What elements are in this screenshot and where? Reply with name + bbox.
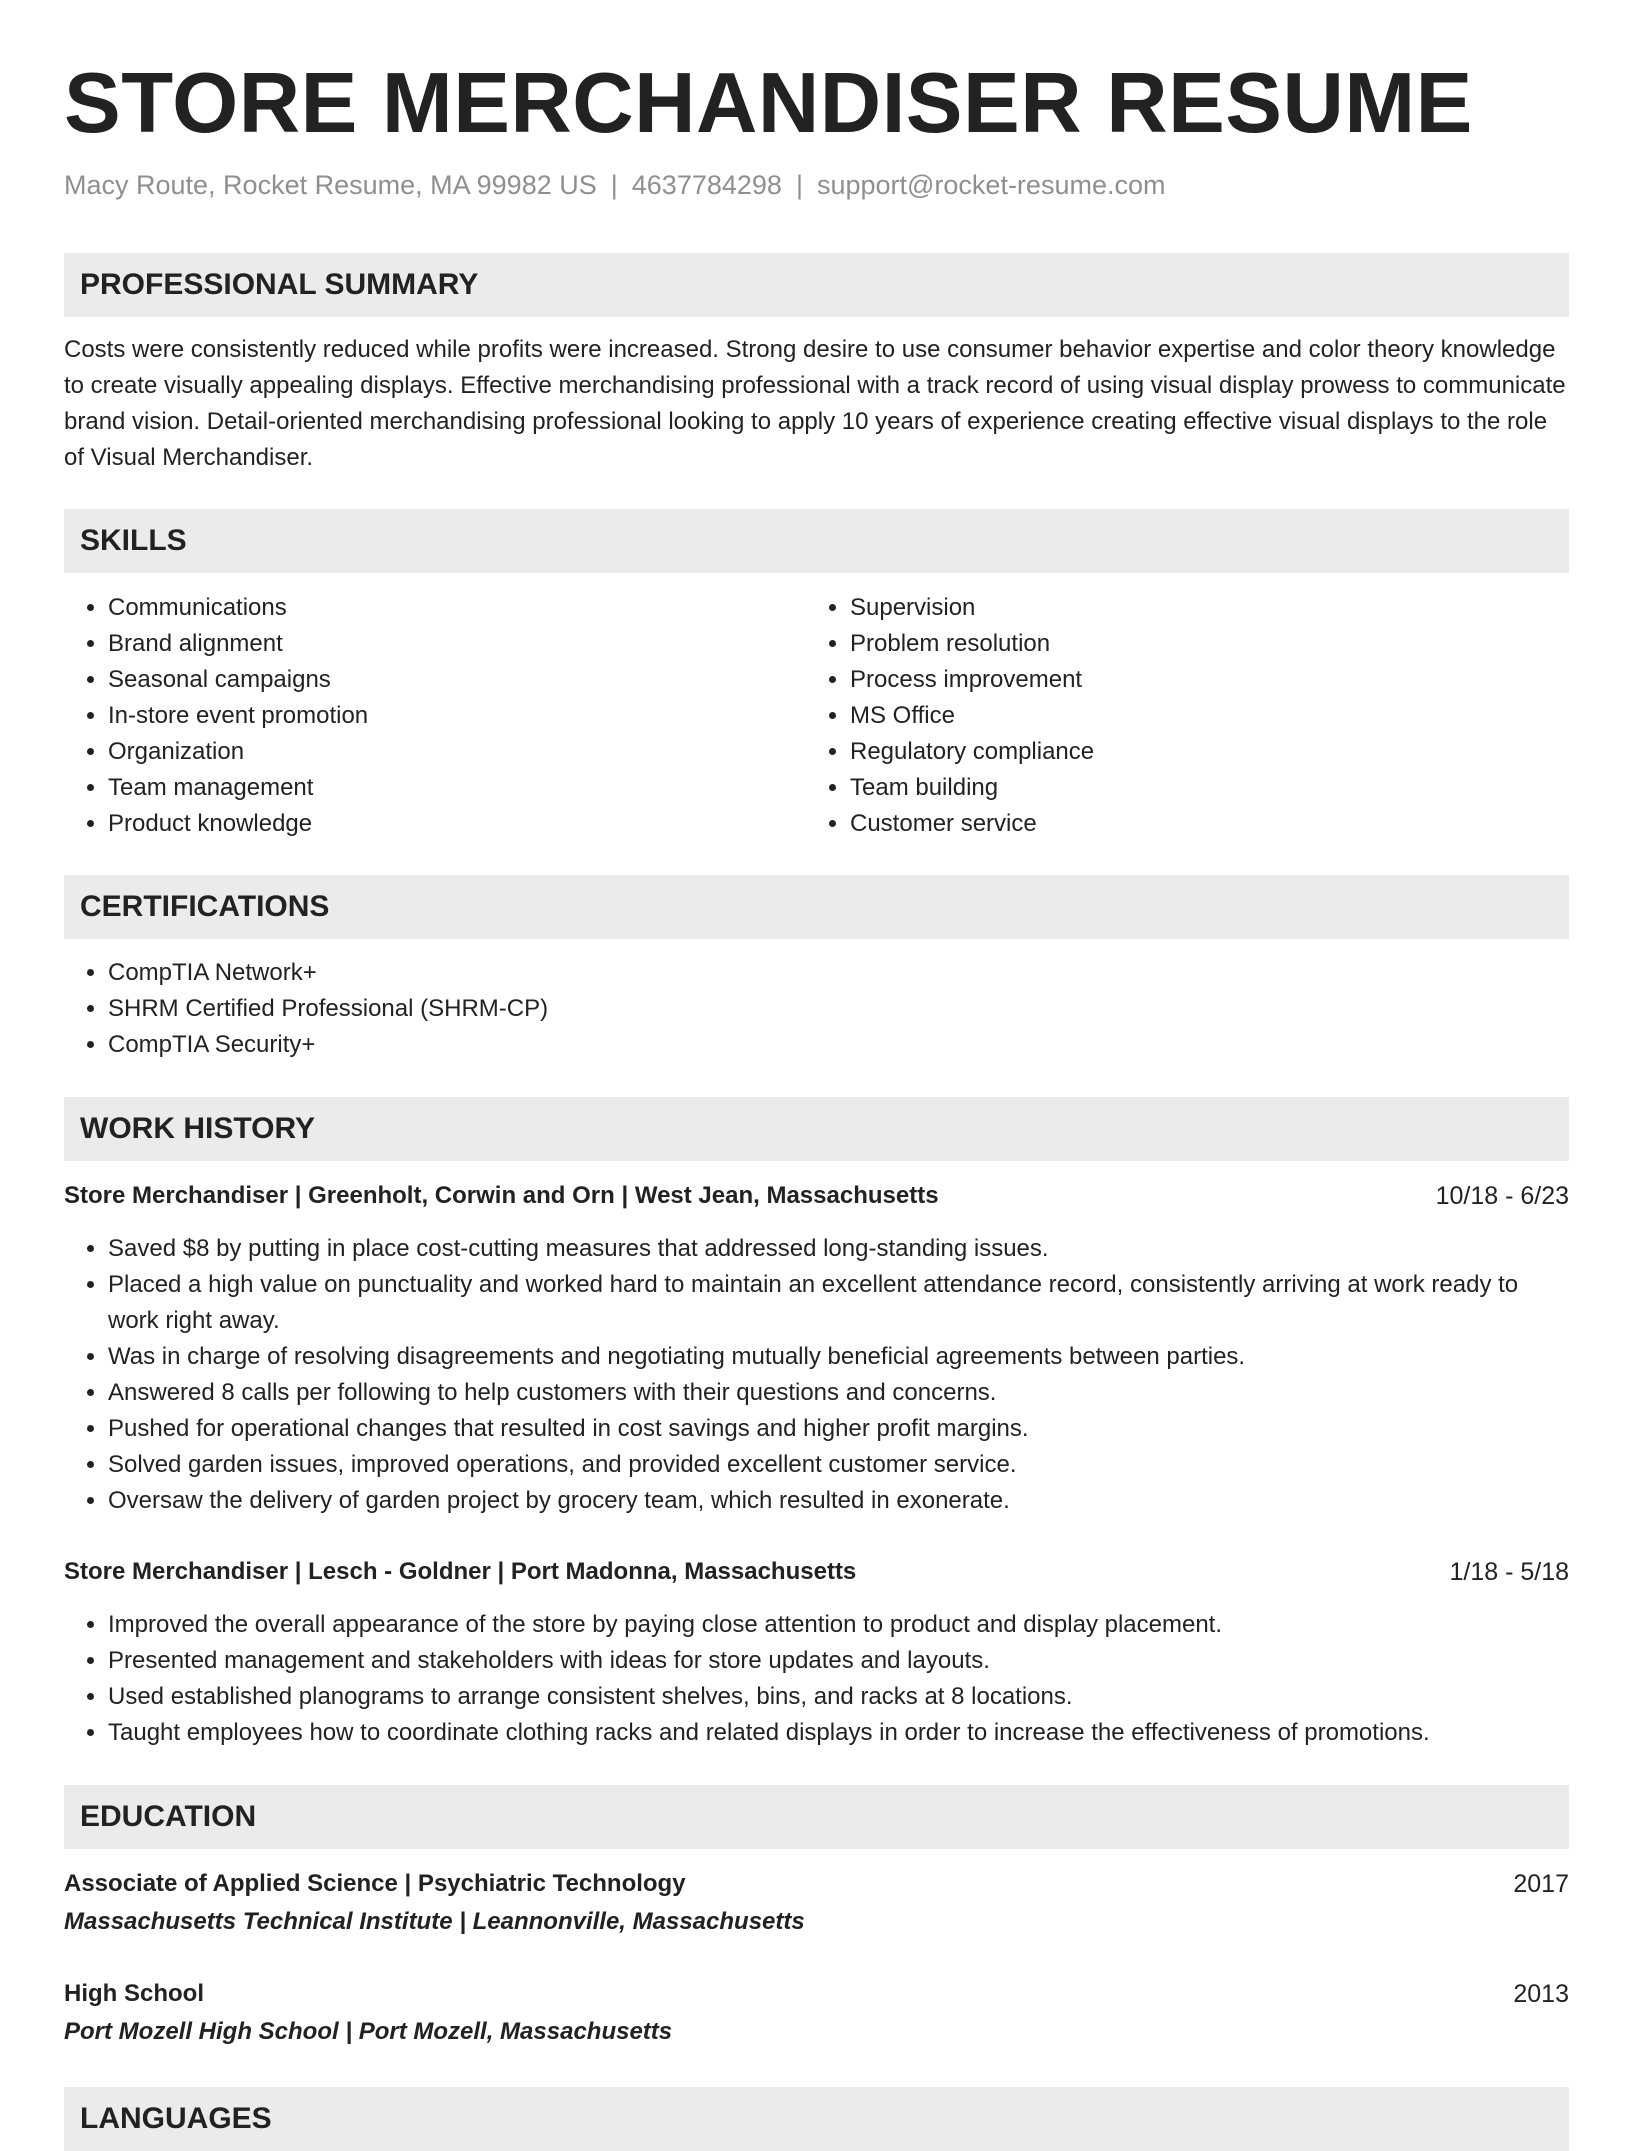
education-degree: High School [64, 1980, 204, 2007]
contact-email: support@rocket-resume.com [816, 170, 1166, 200]
skill-item: • Product knowledge [108, 806, 798, 842]
skill-item: • In-store event promotion [108, 698, 798, 734]
skill-item: • Brand alignment [108, 626, 798, 662]
section-header-certifications [64, 875, 1569, 939]
education-school: Port Mozell High School | Port Mozell, Massachusetts [64, 2018, 673, 2045]
job-bullet: • Oversaw the delivery of garden project by grocery team, which resulted in exonerate. [108, 1483, 1569, 1519]
contact-address: Macy Route, Rocket Resume, MA 99982 US [64, 170, 597, 200]
job-heading: Store Merchandiser | Greenholt, Corwin and Orn | West Jean, Massachusetts [64, 1182, 939, 1209]
job-dates: 10/18 - 6/23 [1435, 1182, 1569, 1210]
skill-item: • Problem resolution [850, 626, 1550, 662]
section-title-certifications: CERTIFICATIONS [80, 890, 330, 923]
contact-line [64, 168, 1165, 202]
job-bullet: • Presented management and stakeholders with ideas for store updates and layouts. [108, 1643, 1569, 1679]
skill-item: • Organization [108, 734, 798, 770]
section-title-skills: SKILLS [80, 524, 187, 557]
job-bullet: • Was in charge of resolving disagreements and negotiating mutually beneficial agreements between parties. [108, 1339, 1569, 1375]
skill-item: • Team building [850, 770, 1550, 806]
contact-separator: | [610, 170, 618, 200]
summary-text: Costs were consistently reduced while profits were increased. Strong desire to use consumer behavior expertise and color theory knowledge to create visually appealing displays. Effective merchandising professional with a track record of using visual display prowess to communicate brand vision. Detail-oriented merchandising professional looking to apply 10 years of experience creating effective visual displays to the role of Visual Merchandiser. [64, 336, 1566, 471]
section-header-summary [64, 253, 1569, 317]
section-header-skills [64, 509, 1569, 573]
section-header-languages [64, 2087, 1569, 2151]
skill-item: • Communications [108, 590, 798, 626]
job-bullet: • Taught employees how to coordinate clothing racks and related displays in order to increase the effectiveness of promotions. [108, 1715, 1569, 1751]
contact-separator: | [795, 170, 803, 200]
skill-item: • Customer service [850, 806, 1550, 842]
section-header-work-history [64, 1097, 1569, 1161]
section-title-summary: PROFESSIONAL SUMMARY [80, 268, 479, 301]
certification-item: • SHRM Certified Professional (SHRM-CP) [108, 991, 1568, 1027]
education-year: 2013 [1513, 1980, 1569, 2008]
section-title-work-history: WORK HISTORY [80, 1112, 316, 1145]
certification-item: • CompTIA Network+ [108, 955, 1568, 991]
skills-list-right [806, 590, 1550, 842]
certifications-list [64, 955, 1568, 1063]
skill-item: • Regulatory compliance [850, 734, 1550, 770]
job-bullet: • Answered 8 calls per following to help customers with their questions and concerns. [108, 1375, 1569, 1411]
job-bullets [64, 1231, 1569, 1519]
job-bullet: • Improved the overall appearance of the store by paying close attention to product and display placement. [108, 1607, 1569, 1643]
education-school: Massachusetts Technical Institute | Leannonville, Massachusetts [64, 1908, 805, 1935]
skills-list-left [64, 590, 798, 842]
job-dates: 1/18 - 5/18 [1449, 1558, 1569, 1586]
education-degree: Associate of Applied Science | Psychiatric Technology [64, 1870, 686, 1897]
job-bullet: • Used established planograms to arrange consistent shelves, bins, and racks at 8 locations. [108, 1679, 1569, 1715]
job-bullet: • Placed a high value on punctuality and worked hard to maintain an excellent attendance record, consistently arriving at work ready to work right away. [108, 1267, 1569, 1339]
skill-item: • Team management [108, 770, 798, 806]
resume-title: STORE MERCHANDISER RESUME [64, 56, 1473, 151]
skill-item: • Process improvement [850, 662, 1550, 698]
skill-item: • MS Office [850, 698, 1550, 734]
certification-item: • CompTIA Security+ [108, 1027, 1568, 1063]
job-bullets [64, 1607, 1569, 1751]
job-bullet: • Pushed for operational changes that resulted in cost savings and higher profit margins. [108, 1411, 1569, 1447]
section-header-education [64, 1785, 1569, 1849]
section-title-education: EDUCATION [80, 1800, 257, 1833]
job-bullet: • Solved garden issues, improved operations, and provided excellent customer service. [108, 1447, 1569, 1483]
section-title-languages: LANGUAGES [80, 2102, 272, 2135]
skill-item: • Supervision [850, 590, 1550, 626]
job-heading: Store Merchandiser | Lesch - Goldner | Port Madonna, Massachusetts [64, 1558, 857, 1585]
skill-item: • Seasonal campaigns [108, 662, 798, 698]
job-bullet: • Saved $8 by putting in place cost-cutting measures that addressed long-standing issues. [108, 1231, 1569, 1267]
education-year: 2017 [1513, 1870, 1569, 1898]
contact-phone: 4637784298 [631, 170, 782, 200]
